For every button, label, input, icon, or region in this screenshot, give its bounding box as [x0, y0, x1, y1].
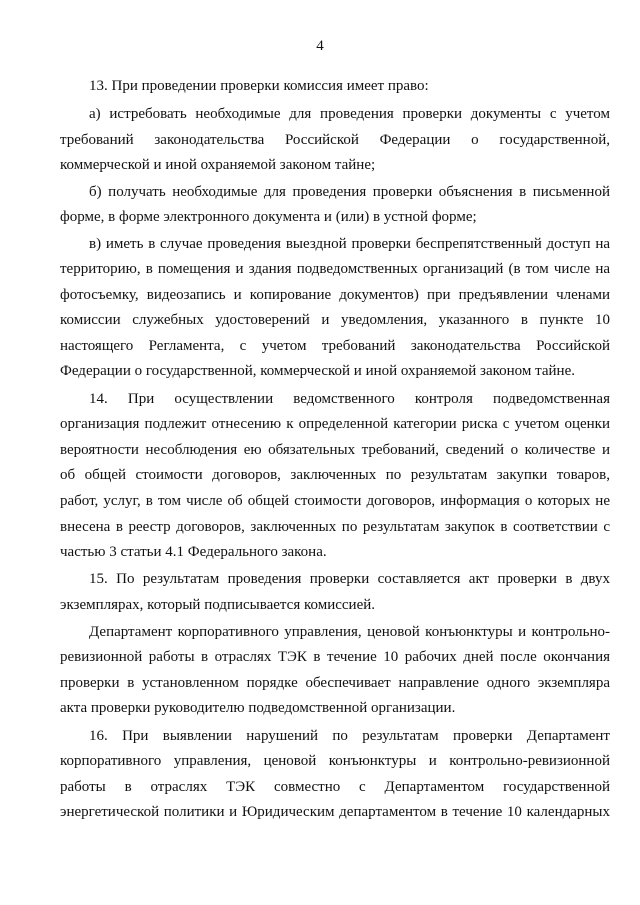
- paragraph-13b-line-2: форме, в форме электронного документа и (или) в устной форме;: [60, 209, 477, 225]
- paragraph-13c-line-2: территорию, в помещения и здания подведомственных организаций (в том числе на: [60, 261, 610, 277]
- paragraph-13c-line-6: Федерации о государственной, коммерческой и иной охраняемой законом тайне.: [60, 363, 575, 379]
- paragraph-14-line-4: об общей стоимости договоров, заключенных по результатам закупки товаров,: [60, 467, 610, 483]
- paragraph-13c-line-4: комиссии служебных удостоверений и уведомления, указанного в пункте 10: [60, 312, 610, 328]
- paragraph-15b-line-1: Департамент корпоративного управления, ценовой конъюнктуры и контрольно-: [89, 624, 610, 640]
- paragraph-14-line-7: частью 3 статьи 4.1 Федерального закона.: [60, 544, 327, 560]
- paragraph-13a-line-1: а) истребовать необходимые для проведения проверки документы с учетом: [89, 106, 610, 122]
- paragraph-14-line-3: вероятности несоблюдения ею обязательных требований, сведений о количестве и: [60, 442, 610, 458]
- paragraph-13c-line-1: в) иметь в случае проведения выездной проверки беспрепятственный доступ на: [89, 236, 610, 252]
- paragraph-16-line-3: работы в отраслях ТЭК совместно с Департаментом государственной: [60, 779, 610, 795]
- paragraph-13b-line-1: б) получать необходимые для проведения проверки объяснения в письменной: [89, 184, 610, 200]
- paragraph-13a-line-2: требований законодательства Российской Федерации о государственной,: [60, 132, 610, 148]
- paragraph-14-line-1: 14. При осуществлении ведомственного контроля подведомственная: [89, 391, 610, 407]
- paragraph-14-line-2: организация подлежит отнесению к определенной категории риска с учетом оценки: [60, 416, 610, 432]
- paragraph-15b-line-4: акта проверки руководителю подведомственной организации.: [60, 700, 456, 716]
- paragraph-13c-line-5: настоящего Регламента, с учетом требований законодательства Российской: [60, 338, 610, 354]
- paragraph-15-line-1: 15. По результатам проведения проверки составляется акт проверки в двух: [89, 571, 610, 587]
- paragraph-15b-line-3: проверки в установленном порядке обеспечивает направление одного экземпляра: [60, 675, 610, 691]
- paragraph-13a-line-3: коммерческой и иной охраняемой законом тайне;: [60, 157, 376, 173]
- paragraph-14-line-6: внесена в реестр договоров, заключенных по результатам закупок в соответствии с: [60, 519, 610, 535]
- paragraph-16-line-4: энергетической политики и Юридическим департаментом в течение 10 календарных: [60, 804, 610, 820]
- page-number: 4: [316, 38, 324, 54]
- paragraph-16-line-2: корпоративного управления, ценовой конъюнктуры и контрольно-ревизионной: [60, 753, 610, 769]
- paragraph-16-line-1: 16. При выявлении нарушений по результатам проверки Департамент: [89, 728, 610, 744]
- paragraph-15-line-2: экземплярах, который подписывается комиссией.: [60, 597, 376, 613]
- paragraph-13c-line-3: фотосъемку, видеозапись и копирование документов) при предъявлении членами: [60, 287, 610, 303]
- paragraph-14-line-5: работ, услуг, в том числе об общей стоимости договоров, информация о которых не: [60, 493, 610, 509]
- paragraph-13-line-1: 13. При проведении проверки комиссия имеет право:: [89, 78, 429, 94]
- paragraph-15b-line-2: ревизионной работы в отраслях ТЭК в течение 10 рабочих дней после окончания: [60, 649, 610, 665]
